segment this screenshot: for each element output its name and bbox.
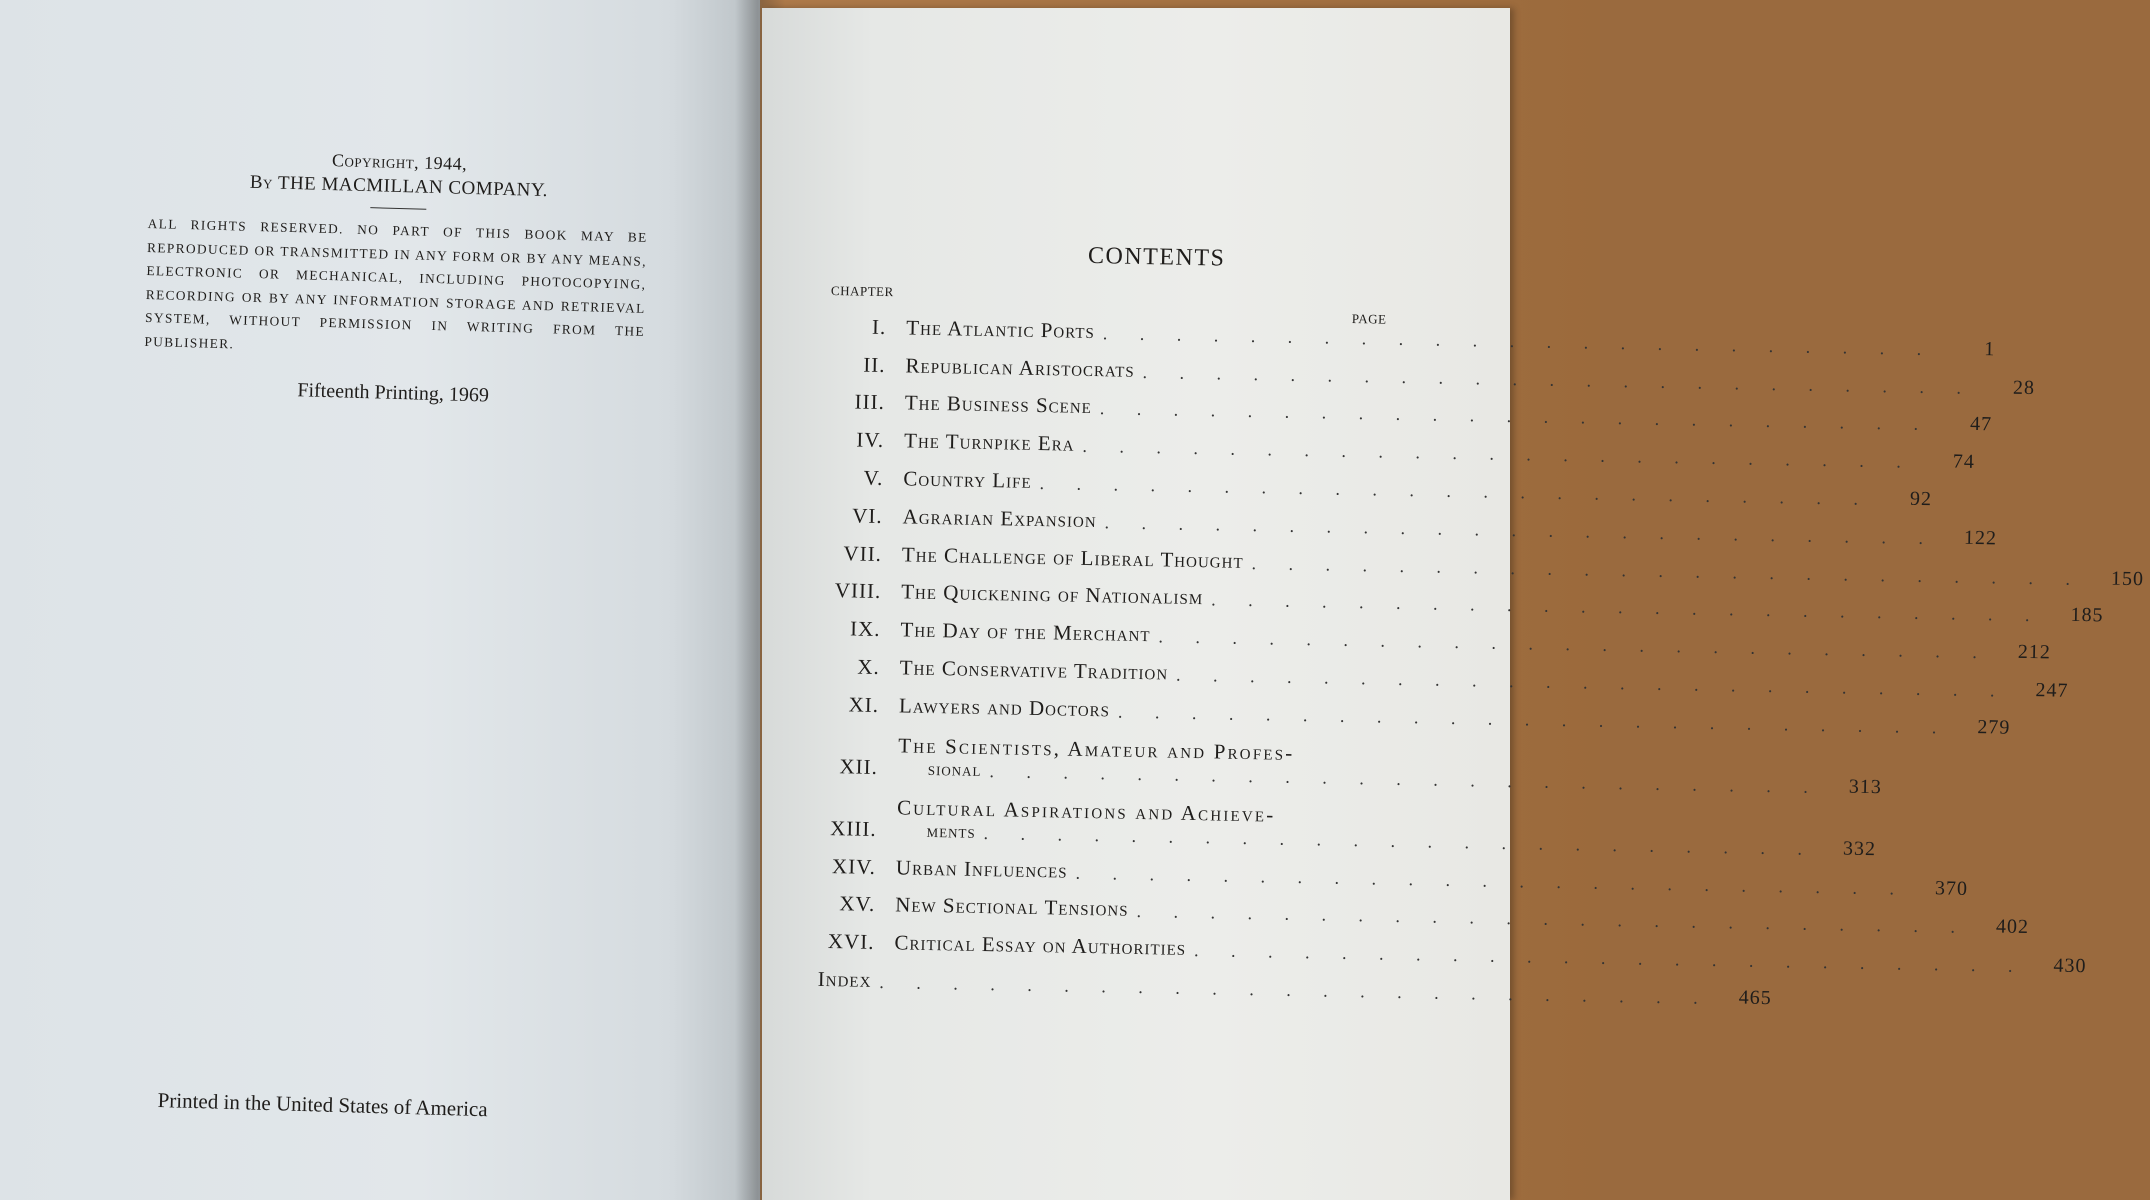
chapter-number: XIII.: [830, 815, 877, 841]
chapter-title: Urban Influences: [895, 854, 1068, 883]
chapter-number: X.: [857, 654, 881, 679]
leader-dots: . . . . . . . . . . . . . . . . . . . . . . .: [1193, 940, 2027, 977]
table-of-contents: [817, 238, 2145, 1010]
chapter-title: Republican Aristocrats: [905, 353, 1135, 382]
leader-dots: . . . . . . . . . . . . . . . . . . . . . . .: [879, 972, 1712, 1008]
leader-dots: . . . . . . . . . . . . . . . . . . . . . . .: [1142, 361, 1976, 398]
page-number: 430: [2053, 954, 2087, 978]
chapter-number: XVI.: [827, 929, 875, 955]
chapter-title: The Challenge of Liberal Thought: [901, 541, 1244, 573]
leader-dots: . . . . . . . . . . . . . . . . . . . . . . .: [989, 760, 1823, 797]
chapter-title: Agrarian Expansion: [902, 504, 1097, 532]
chapter-title: Country Life: [903, 466, 1032, 493]
chapter-number: IX.: [849, 616, 881, 642]
page-number: 74: [1952, 450, 1976, 474]
leader-dots: . . . . . . . . . . . . . . . . . . . . . . .: [1210, 589, 2044, 626]
copyright-line: Copyright, 1944,: [331, 150, 468, 174]
leader-dots: . . . . . . . . . . . . . . . . . . . . . . .: [1102, 323, 1936, 359]
page-number: 122: [1963, 526, 1998, 550]
page-number: 47: [1969, 413, 1993, 436]
chapter-number: I.: [871, 314, 887, 339]
leader-dots: . . . . . . . . . . . . . . . . . . . . . . .: [1104, 512, 1938, 549]
chapter-title-line2: ments: [926, 820, 976, 843]
page-number: 279: [1977, 715, 2011, 739]
chapter-title: Index: [817, 966, 872, 992]
chapter-title: Lawyers and Doctors: [898, 693, 1111, 722]
chapter-title: Critical Essay on Authorities: [894, 930, 1187, 961]
leader-dots: . . . . . . . . . . . . . . . . . . . . . . .: [1117, 701, 1951, 738]
chapter-number: XI.: [848, 692, 880, 717]
leader-dots: . . . . . . . . . . . . . . . . . . . . . . .: [1158, 626, 1992, 663]
page-header: PAGE: [1351, 310, 1387, 327]
chapter-number: XIV.: [831, 853, 877, 879]
chapter-title-line1: Cultural Aspirations and Achieve-: [896, 795, 1276, 827]
chapter-number: XV.: [839, 891, 876, 917]
printed-in-line: Printed in the United States of America: [157, 1088, 488, 1122]
publisher-line: By THE MACMILLAN COMPANY.: [249, 171, 549, 202]
toc-list: [817, 301, 2145, 1010]
chapter-number: V.: [863, 465, 884, 491]
page-number: 247: [2035, 679, 2069, 702]
page-number: 313: [1848, 775, 1883, 799]
leader-dots: . . . . . . . . . . . . . . . . . . . . . . .: [1099, 398, 1933, 435]
chapter-title: The Business Scene: [904, 390, 1093, 419]
chapter-number: VI.: [852, 503, 883, 528]
page-number: 212: [2017, 641, 2052, 664]
copyright-block: [143, 145, 650, 412]
page-number: 92: [1909, 487, 1933, 511]
copyright-page: [0, 0, 760, 1200]
leader-dots: . . . . . . . . . . . . . . . . . . . . . . .: [983, 822, 1817, 859]
page-number: 1: [1983, 337, 1996, 361]
leader-dots: . . . . . . . . . . . . . . . . . . . . . . .: [1175, 664, 2009, 701]
leader-dots: . . . . . . . . . . . . . . . . . . . . . . .: [1075, 862, 1909, 899]
chapter-number: VIII.: [834, 578, 882, 604]
chapter-title-line1: The Scientists, Amateur and Profes-: [898, 733, 1295, 765]
rights-notice: ALL RIGHTS RESERVED. NO PART OF THIS BOOK MAY BE REPRODUCED OR TRANSMITTED IN ANY FORM OR BY ANY MEANS, ELECTRONIC OR MECHANICAL, INCLUDING PHOTOCOPYING, RECORDING OR BY ANY INFORMATION STORAGE AND RETRIEVAL SYSTEM, WITHOUT PERMISSION IN WRITING FROM THE PUBLISHER.: [144, 215, 648, 351]
contents-title: CONTENTS: [1087, 242, 1226, 272]
chapter-title: The Turnpike Era: [903, 428, 1075, 456]
chapter-title: The Quickening of Nationalism: [900, 579, 1204, 610]
divider: [370, 207, 426, 210]
page-number: 28: [2012, 376, 2036, 399]
page-number: 402: [1995, 915, 2030, 939]
leader-dots: . . . . . . . . . . . . . . . . . . . . . . .: [1082, 436, 1916, 473]
leader-dots: . . . . . . . . . . . . . . . . . . . . . . .: [1039, 473, 1873, 509]
chapter-header: CHAPTER: [830, 282, 894, 300]
chapter-title: New Sectional Tensions: [894, 892, 1129, 922]
chapter-number: III.: [854, 389, 886, 415]
chapter-number: XII.: [839, 754, 879, 779]
page-number: 332: [1842, 837, 1877, 860]
page-number: 465: [1738, 986, 1772, 1010]
leader-dots: . . . . . . . . . . . . . . . . . . . . . . .: [1136, 901, 1970, 938]
chapter-title-line2: sional: [927, 758, 982, 781]
chapter-title: The Conservative Tradition: [899, 655, 1169, 685]
chapter-number: II.: [863, 352, 886, 377]
page-number: 150: [2110, 567, 2145, 590]
chapter-number: IV.: [856, 427, 885, 453]
chapter-title: The Atlantic Ports: [906, 315, 1096, 343]
chapter-title: The Day of the Merchant: [900, 617, 1151, 647]
page-number: 370: [1934, 876, 1969, 900]
printing-line: Fifteenth Printing, 1969: [297, 379, 490, 407]
leader-dots: . . . . . . . . . . . . . . . . . . . . . . .: [1251, 552, 2085, 589]
chapter-number: VII.: [843, 540, 883, 566]
page-number: 185: [2070, 604, 2104, 627]
